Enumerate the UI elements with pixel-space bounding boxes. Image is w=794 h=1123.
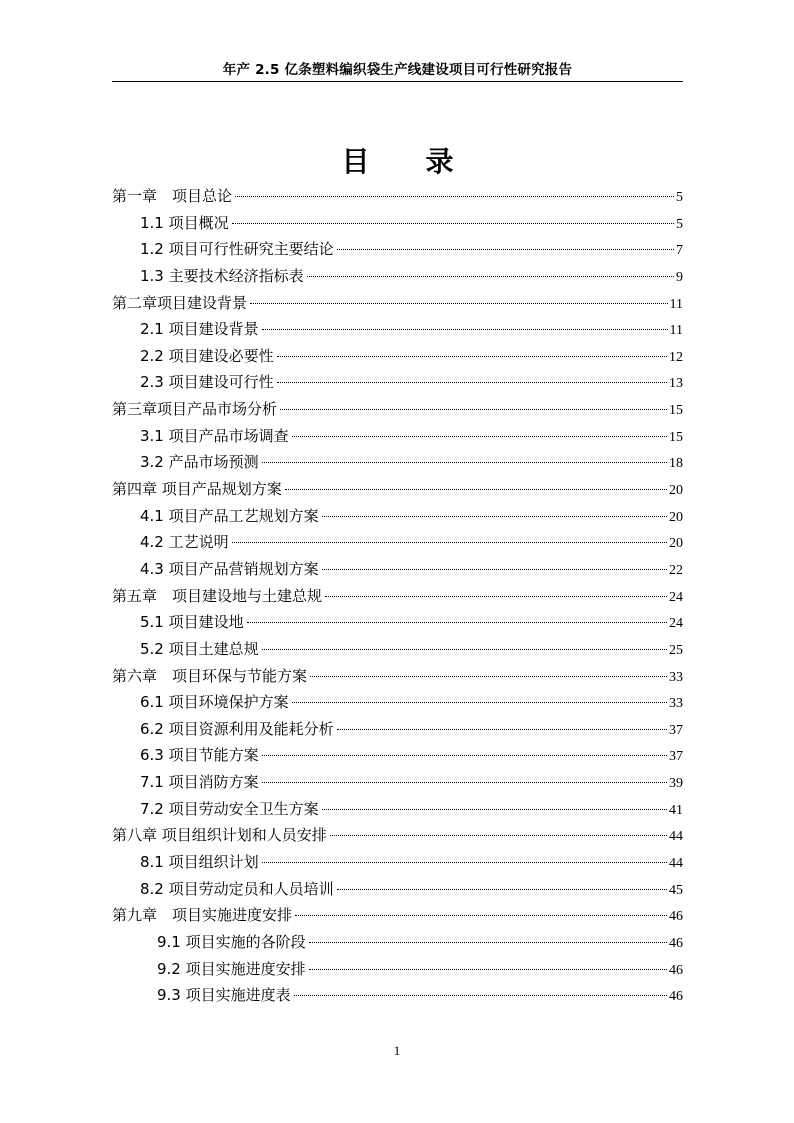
toc-dot-leader <box>337 889 667 890</box>
toc-entry-title: 第八章 项目组织计划和人员安排 <box>112 826 327 845</box>
toc-entry[interactable] <box>112 369 683 396</box>
toc-entry[interactable] <box>112 742 683 769</box>
toc-dot-leader <box>277 382 667 383</box>
toc-entry[interactable] <box>112 396 683 423</box>
toc-entry-title: 7.2 项目劳动安全卫生方案 <box>140 799 319 818</box>
toc-entry-title: 6.2 项目资源利用及能耗分析 <box>140 719 334 738</box>
toc-dot-leader <box>277 356 667 357</box>
toc-dot-leader <box>295 915 667 916</box>
toc-entry-title: 2.2 项目建设必要性 <box>140 346 274 365</box>
toc-entry[interactable] <box>112 236 683 263</box>
toc-entry-title: 6.1 项目环境保护方案 <box>140 693 289 712</box>
toc-dot-leader <box>280 409 667 410</box>
toc-dot-leader <box>262 782 667 783</box>
toc-dot-leader <box>285 489 667 490</box>
toc-dot-leader <box>250 303 668 304</box>
toc-entry-title: 7.1 项目消防方案 <box>140 773 259 792</box>
toc-entry-title: 3.1 项目产品市场调查 <box>140 426 289 445</box>
toc-entry-title: 3.2 产品市场预测 <box>140 453 259 472</box>
toc-entry-page: 9 <box>676 269 683 285</box>
toc-entry[interactable] <box>112 503 683 530</box>
toc-dot-leader <box>262 462 667 463</box>
toc-dot-leader <box>337 729 667 730</box>
toc-entry-title: 4.3 项目产品营销规划方案 <box>140 559 319 578</box>
toc-dot-leader <box>322 809 667 810</box>
toc-dot-leader <box>322 569 667 570</box>
toc-entry-title: 第六章 项目环保与节能方案 <box>112 666 308 685</box>
toc-entry[interactable] <box>112 263 683 290</box>
toc-dot-leader <box>262 755 667 756</box>
toc-entry[interactable] <box>112 876 683 903</box>
toc-entry-page: 25 <box>669 642 683 658</box>
toc-entry-title: 1.2 项目可行性研究主要结论 <box>140 240 334 259</box>
toc-entry-title: 第四章 项目产品规划方案 <box>112 480 282 499</box>
toc-entry-title: 9.1 项目实施的各阶段 <box>157 932 306 951</box>
toc-entry[interactable] <box>112 290 683 317</box>
toc-entry-page: 33 <box>669 669 683 685</box>
toc-entry[interactable] <box>112 956 683 983</box>
toc-entry-page: 46 <box>669 935 683 951</box>
toc-entry-page: 24 <box>669 616 683 632</box>
toc-dot-leader <box>294 995 667 996</box>
toc-dot-leader <box>232 223 674 224</box>
toc-entry-page: 5 <box>676 216 683 232</box>
toc-entry-title: 2.3 项目建设可行性 <box>140 373 274 392</box>
toc-entry[interactable] <box>112 636 683 663</box>
toc-entry-page: 46 <box>669 989 683 1005</box>
toc-dot-leader <box>325 596 667 597</box>
toc-dot-leader <box>307 276 674 277</box>
toc-entry-title: 4.2 工艺说明 <box>140 533 229 552</box>
toc-entry[interactable] <box>112 796 683 823</box>
toc-entry-title: 1.3 主要技术经济指标表 <box>140 266 304 285</box>
toc-entry-title: 9.3 项目实施进度表 <box>157 986 291 1005</box>
toc-dot-leader <box>322 516 667 517</box>
toc-entry[interactable] <box>112 210 683 237</box>
toc-entry-title: 第二章项目建设背景 <box>112 293 248 312</box>
running-header: 年产 2.5 亿条塑料编织袋生产线建设项目可行性研究报告 <box>222 62 573 78</box>
toc-entry[interactable] <box>112 343 683 370</box>
toc-entry-title: 2.1 项目建设背景 <box>140 320 259 339</box>
toc-title: 目录 <box>341 145 510 178</box>
toc-dot-leader <box>247 622 667 623</box>
toc-entry[interactable] <box>112 663 683 690</box>
toc-entry[interactable] <box>112 423 683 450</box>
toc-entry-page: 37 <box>669 749 683 765</box>
toc-entry-page: 13 <box>669 376 683 392</box>
toc-entry-page: 12 <box>669 349 683 365</box>
toc-entry-title: 5.1 项目建设地 <box>140 613 244 632</box>
toc-entry-title: 第一章 项目总论 <box>112 187 233 205</box>
toc-entry-page: 46 <box>669 909 683 925</box>
toc-dot-leader <box>232 542 667 543</box>
toc-entry-page: 11 <box>669 323 683 339</box>
toc-entry-page: 15 <box>669 403 683 419</box>
toc-entry-page: 20 <box>669 509 683 525</box>
toc-entry-page: 15 <box>669 429 683 445</box>
toc-dot-leader <box>330 835 667 836</box>
toc-entry-page: 45 <box>669 882 683 898</box>
header-rule <box>112 81 683 82</box>
toc-entry[interactable] <box>112 769 683 796</box>
toc-entry[interactable] <box>112 476 683 503</box>
toc-entry-page: 44 <box>669 856 683 872</box>
toc-dot-leader <box>310 676 667 677</box>
toc-entry[interactable] <box>112 183 683 210</box>
toc-entry[interactable] <box>112 822 683 849</box>
table-of-contents <box>112 183 683 1009</box>
toc-entry-page: 20 <box>669 536 683 552</box>
toc-entry-page: 33 <box>669 696 683 712</box>
toc-entry-page: 39 <box>669 776 683 792</box>
toc-entry-page: 37 <box>669 722 683 738</box>
toc-entry[interactable] <box>112 583 683 610</box>
toc-entry-page: 5 <box>676 190 683 205</box>
toc-entry-title: 第五章 项目建设地与土建总规 <box>112 586 323 605</box>
toc-entry-title: 4.1 项目产品工艺规划方案 <box>140 506 319 525</box>
toc-entry-page: 18 <box>669 456 683 472</box>
toc-dot-leader <box>309 942 667 943</box>
toc-entry[interactable] <box>112 982 683 1009</box>
toc-dot-leader <box>262 329 668 330</box>
toc-entry-page: 11 <box>669 296 683 312</box>
toc-dot-leader <box>235 196 674 197</box>
toc-entry-title: 8.1 项目组织计划 <box>140 853 259 872</box>
toc-entry[interactable] <box>112 449 683 476</box>
toc-dot-leader <box>292 702 667 703</box>
toc-entry-page: 20 <box>669 483 683 499</box>
toc-entry[interactable] <box>112 609 683 636</box>
toc-entry-page: 46 <box>669 962 683 978</box>
toc-entry[interactable] <box>112 529 683 556</box>
toc-entry[interactable] <box>112 849 683 876</box>
toc-entry[interactable] <box>112 689 683 716</box>
toc-entry-page: 44 <box>669 829 683 845</box>
toc-entry-page: 7 <box>676 243 683 259</box>
toc-entry-title: 9.2 项目实施进度安排 <box>157 959 306 978</box>
toc-entry[interactable] <box>112 929 683 956</box>
toc-entry[interactable] <box>112 316 683 343</box>
page-number: 1 <box>393 1043 401 1058</box>
toc-entry-page: 41 <box>669 802 683 818</box>
toc-entry[interactable] <box>112 716 683 743</box>
toc-entry[interactable] <box>112 902 683 929</box>
toc-dot-leader <box>262 649 667 650</box>
toc-dot-leader <box>292 436 667 437</box>
toc-dot-leader <box>262 862 667 863</box>
toc-dot-leader <box>309 969 667 970</box>
toc-entry-page: 24 <box>669 589 683 605</box>
toc-entry-title: 第三章项目产品市场分析 <box>112 400 278 419</box>
toc-entry-title: 第九章 项目实施进度安排 <box>112 906 293 925</box>
toc-dot-leader <box>337 249 674 250</box>
toc-entry-title: 5.2 项目土建总规 <box>140 639 259 658</box>
toc-entry-title: 6.3 项目节能方案 <box>140 746 259 765</box>
toc-entry-page: 22 <box>669 562 683 578</box>
toc-entry[interactable] <box>112 556 683 583</box>
toc-entry-title: 8.2 项目劳动定员和人员培训 <box>140 879 334 898</box>
toc-entry-title: 1.1 项目概况 <box>140 213 229 232</box>
